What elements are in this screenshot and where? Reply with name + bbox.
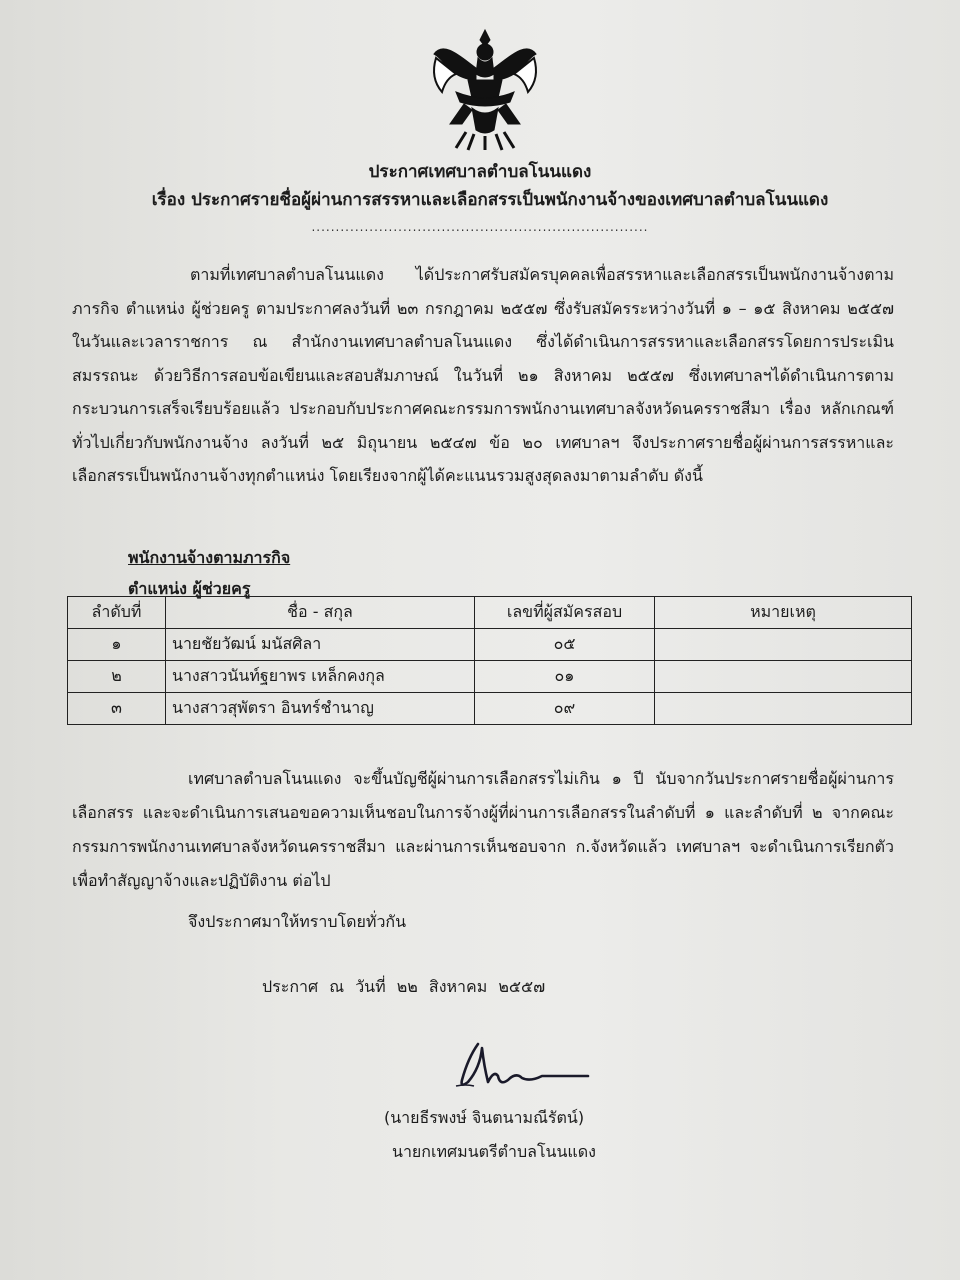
cell-order: ๓ — [68, 693, 166, 725]
section-heading: พนักงานจ้างตามภารกิจ — [128, 548, 291, 567]
table-row — [68, 661, 912, 693]
cell-order: ๑ — [68, 629, 166, 661]
cell-name: นางสาวสุพัตรา อินทร์ชำนาญ — [166, 693, 475, 725]
column-header-name: ชื่อ - สกุล — [166, 597, 475, 629]
signatory-name: (นายธีรพงษ์ จินตนามณีรัตน์) — [384, 1108, 585, 1127]
cell-remark — [655, 693, 912, 725]
intro-paragraph: ตามที่เทศบาลตำบลโนนแดง ได้ประกาศรับสมัครบุคคลเพื่อสรรหาและเลือกสรรเป็นพนักงานจ้างตามภารกิจ ตำแหน่ง ผู้ช่วยครู ตามประกาศลงวันที่ ๒๓ กรกฎาคม ๒๕๕๗ ซึ่งรับสมัครระหว่างวันที่ ๑ – ๑๕ สิงหาคม ๒๕๕๗ ในวันและเวลาราชการ ณ สำนักงานเทศบาลตำบลโนนแดง ซึ่งได้ดำเนินการสรรหาและเลือกสรรโดยการประเมินสมรรถนะ ด้วยวิธีการสอบข้อเขียนและสอบสัมภาษณ์ ในวันที่ ๒๑ สิงหาคม ๒๕๕๗ ซึ่งเทศบาลฯได้ดำเนินการตามกระบวนการเสร็จเรียบร้อยแล้ว ประกอบกับประกาศคณะกรรมการพนักงานเทศบาลจังหวัดนครราชสีมา เรื่อง หลักเกณฑ์ทั่วไปเกี่ยวกับพนักงานจ้าง ลงวันที่ ๒๕ มิถุนายน ๒๕๔๗ ข้อ ๒๐ เทศบาลฯ จึงประกาศรายชื่อผู้ผ่านการสรรหาและเลือกสรรเป็นพนักงานจ้างทุกตำแหน่ง โดยเรียงจากผู้ได้คะแนนรวมสูงสุดลงมาตามลำดับ ดังนี้ — [72, 265, 894, 485]
cell-name: นางสาวนันท์ฐยาพร เหล็กคงกุล — [166, 661, 475, 693]
position-heading: ตำแหน่ง ผู้ช่วยครู — [128, 579, 251, 598]
announcement-subject: เรื่อง ประกาศรายชื่อผู้ผ่านการสรรหาและเลือกสรรเป็นพนักงานจ้างของเทศบาลตำบลโนนแดง — [151, 190, 829, 210]
table-header-row — [68, 597, 912, 629]
announcement-title: ประกาศเทศบาลตำบลโนนแดง — [368, 162, 592, 182]
separator-dots: ...................................................................... — [311, 220, 649, 234]
column-header-order: ลำดับที่ — [68, 597, 166, 629]
cell-applicant-no: ๐๙ — [475, 693, 655, 725]
cell-name: นายชัยวัฒน์ มนัสศิลา — [166, 629, 475, 661]
listing-paragraph: เทศบาลตำบลโนนแดง จะขึ้นบัญชีผู้ผ่านการเลือกสรรไม่เกิน ๑ ปี นับจากวันประกาศรายชื่อผู้ผ่านการเลือกสรร และจะดำเนินการเสนอขอความเห็นชอบในการจ้างผู้ที่ผ่านการเลือกสรรในลำดับที่ ๑ และลำดับที่ ๒ จากคณะกรรมการพนักงานเทศบาลจังหวัดนครราชสีมา และผ่านการเห็นชอบจาก ก.จังหวัดแล้ว เทศบาลฯ จะดำเนินการเรียกตัวเพื่อทำสัญญาจ้างและปฏิบัติงาน ต่อไป — [72, 769, 894, 890]
cell-remark — [655, 661, 912, 693]
announcement-date: ประกาศ ณ วันที่ ๒๒ สิงหาคม ๒๕๕๗ — [262, 977, 546, 996]
garuda-emblem-icon — [426, 28, 544, 152]
table-row — [68, 693, 912, 725]
cell-remark — [655, 629, 912, 661]
candidates-table — [67, 596, 912, 725]
closing-line: จึงประกาศมาให้ทราบโดยทั่วกัน — [188, 912, 407, 931]
signatory-position: นายกเทศมนตรีตำบลโนนแดง — [392, 1142, 596, 1161]
column-header-applicant-no: เลขที่ผู้สมัครสอบ — [475, 597, 655, 629]
cell-order: ๒ — [68, 661, 166, 693]
cell-applicant-no: ๐๑ — [475, 661, 655, 693]
table-row — [68, 629, 912, 661]
handwritten-signature — [438, 1036, 598, 1100]
column-header-remark: หมายเหตุ — [655, 597, 912, 629]
cell-applicant-no: ๐๕ — [475, 629, 655, 661]
